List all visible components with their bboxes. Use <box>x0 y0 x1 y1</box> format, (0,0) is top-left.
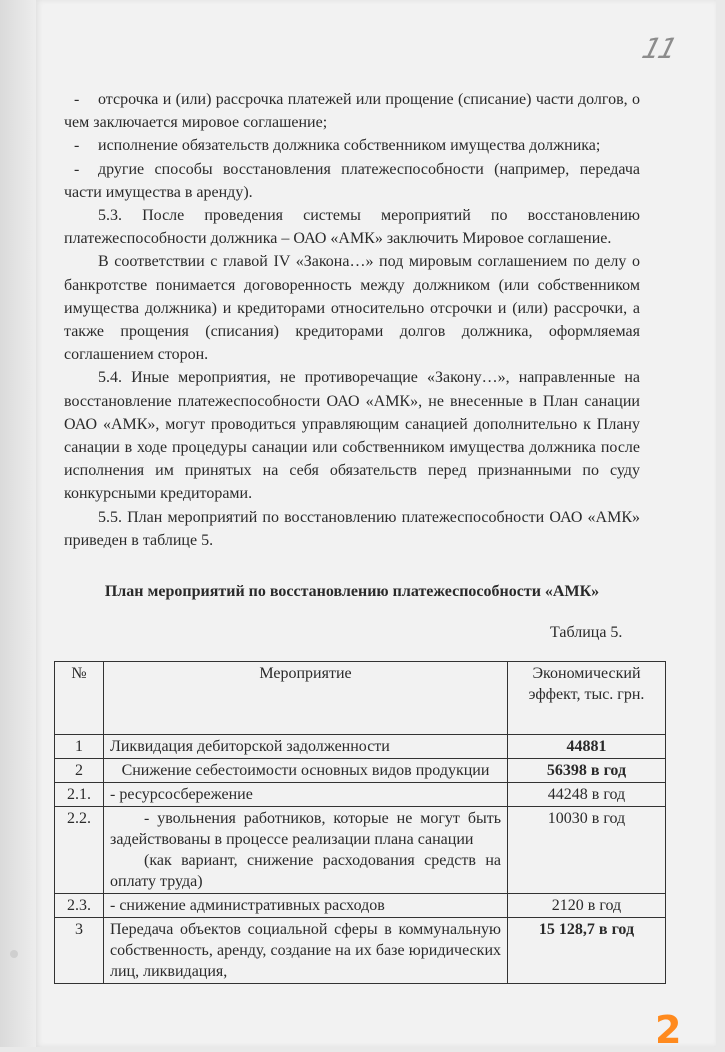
page-left-edge <box>0 0 40 1047</box>
table-row <box>55 783 666 807</box>
table-row <box>55 918 666 984</box>
header-effect: Экономический эффект, тыс. грн. <box>508 662 666 735</box>
header-measure: Мероприятие <box>104 662 508 735</box>
table-title: План мероприятий по восстановлению платежеспособности «АМК» <box>104 583 600 600</box>
row-effect: 15 128,7 в год <box>508 918 666 984</box>
body-text <box>64 88 640 552</box>
row-effect: 2120 в год <box>508 894 666 918</box>
table-header-row <box>55 662 666 735</box>
row-number: 1 <box>55 735 104 759</box>
handwritten-page-number: 11 <box>638 32 680 65</box>
row-number: 2 <box>55 759 104 783</box>
row-measure: - ресурсосбережение <box>104 783 508 807</box>
table-row <box>55 735 666 759</box>
bullet-dash: - <box>74 160 80 178</box>
table-row <box>55 894 666 918</box>
row-measure: - снижение административных расходов <box>104 894 508 918</box>
row-number: 2.1. <box>55 783 104 807</box>
paragraph-text: другие способы восстановления платежеспособности (например, передача части имущества в аренду). <box>64 160 640 201</box>
bullet-paragraph <box>64 88 640 134</box>
paragraph-5-3: 5.3. После проведения системы мероприятий по восстановлению платежеспособности должника – ОАО «АМК» заключить Мировое соглашение. <box>64 207 640 248</box>
row-measure-text: - увольнения работников, которые не могут быть задействованы в процессе реализации плана санации <box>110 810 501 848</box>
bullet-dash: - <box>74 91 80 108</box>
row-effect: 44881 <box>508 735 666 759</box>
measures-table <box>54 661 666 984</box>
row-measure: Передача объектов социальной сферы в коммунальную собственность, аренду, создание на их базе юридических лиц, ликвидация, <box>104 918 508 984</box>
table-row <box>55 759 666 783</box>
table-row <box>55 807 666 894</box>
row-effect: 44248 в год <box>508 783 666 807</box>
corner-page-number: 2 <box>655 1008 682 1052</box>
table-label: Таблица 5. <box>550 624 623 641</box>
bullet-dash: - <box>74 137 80 155</box>
paragraph-text: отсрочка и (или) рассрочка платежей или прощение (списание) части долгов, о чем заключается мировое соглашение; <box>64 91 640 132</box>
paragraph-5-5: 5.5. План мероприятий по восстановлению платежеспособности ОАО «АМК» приведен в таблице 5. <box>64 508 640 549</box>
row-effect: 10030 в год <box>508 807 666 894</box>
paragraph-settlement-definition: В соответствии с главой IV «Закона…» под мировым соглашением по делу о банкротстве понимается договоренность между должником (или собственником имущества должника) и кредиторами относительно отсрочки и (или) рассрочки, а также прощения (списания) кредиторами долгов должника, оформляемая соглашением сторон. <box>64 253 640 364</box>
row-measure-note: (как вариант, снижение расходования средств на оплату труда) <box>110 852 501 890</box>
row-number: 3 <box>55 918 104 984</box>
row-measure: Снижение себестоимости основных видов продукции <box>104 759 508 783</box>
binding-hole <box>10 950 18 958</box>
header-number: № <box>55 662 104 735</box>
row-measure <box>104 807 508 894</box>
row-effect: 56398 в год <box>508 759 666 783</box>
paragraph-5-4: 5.4. Иные мероприятия, не противоречащие «Закону…», направленные на восстановление платежеспособности ОАО «АМК», не внесенные в План санации ОАО «АМК», могут проводиться управляющим санацией дополнительно к Плану санации в ходе процедуры санации или собственником имущества должника после исполнения им принятых на себя обязательств перед признанными по суду конкурсными кредиторами. <box>64 369 640 503</box>
paragraph-text: исполнение обязательств должника собственником имущества должника; <box>98 137 601 155</box>
row-measure: Ликвидация дебиторской задолженности <box>104 735 508 759</box>
bullet-paragraph <box>64 134 640 157</box>
row-number: 2.2. <box>55 807 104 894</box>
bullet-paragraph <box>64 158 640 204</box>
row-number: 2.3. <box>55 894 104 918</box>
